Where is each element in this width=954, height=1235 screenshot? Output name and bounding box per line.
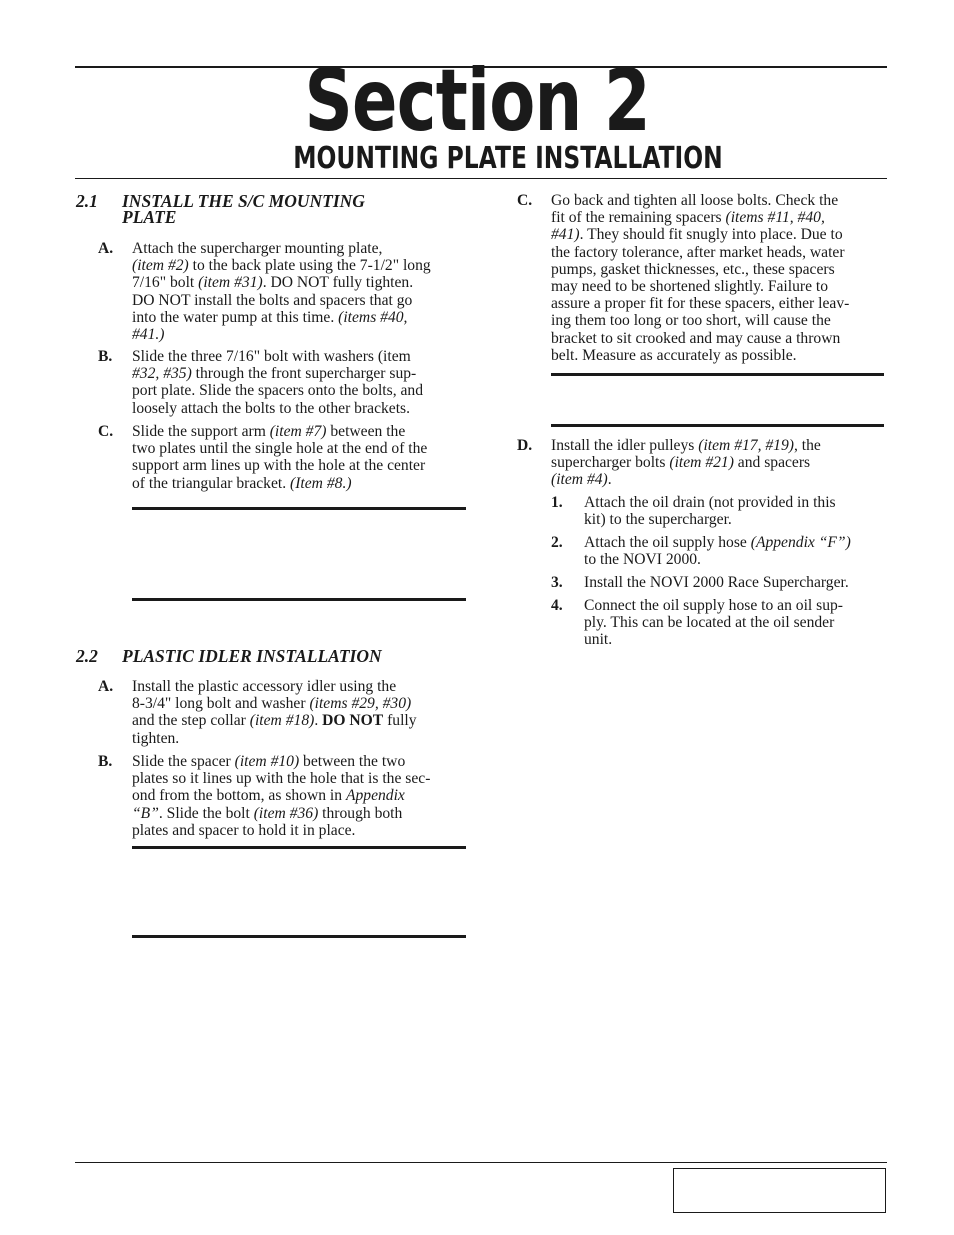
text-line: Slide the spacer (item #10) between the two: [132, 753, 406, 770]
text-line: Go back and tighten all loose bolts. Check the: [551, 192, 839, 209]
text-line: (item #2) to the back plate using the 7-1/2" long: [132, 257, 431, 275]
text-line: belt. Measure as accurately as possible.: [551, 346, 797, 364]
text-line: tighten.: [132, 729, 180, 747]
step-label: 1.: [551, 494, 563, 511]
text-line: Slide the three 7/16" bolt with washers (item: [132, 348, 411, 365]
section-subtitle: MOUNTING PLATE INSTALLATION: [293, 141, 723, 176]
text-line: Install the plastic accessory idler using the: [132, 678, 397, 695]
text-line: Attach the supercharger mounting plate,: [132, 240, 383, 257]
text-line: 8-3/4" long bolt and washer (items #29, #30): [132, 695, 412, 713]
text-line: Connect the oil supply hose to an oil sup-: [584, 597, 844, 614]
text-line: Install the NOVI 2000 Race Supercharger.: [584, 574, 849, 591]
text-line: Attach the oil supply hose (Appendix “F”): [584, 534, 851, 551]
note-rule-bottom: [132, 935, 466, 938]
step-label: A.: [98, 240, 114, 257]
text-line: ond from the bottom, as shown in Appendix: [132, 787, 405, 805]
section-title: Section 2: [304, 51, 650, 151]
step-label: C.: [517, 192, 533, 209]
step-label: A.: [98, 678, 114, 695]
text-line: two plates until the single hole at the end of the: [132, 440, 428, 458]
section-number: 2.1: [76, 191, 98, 211]
text-line: of the triangular bracket. (Item #8.): [132, 474, 352, 492]
text-line: Install the idler pulleys (item #17, #19), the: [551, 437, 821, 454]
section-number: 2.2: [76, 646, 98, 666]
text-line: the factory tolerance, after market heads, water: [551, 243, 845, 261]
subtitle-rule: [75, 178, 887, 179]
text-line: port plate. Slide the spacers onto the bolts, and: [132, 382, 424, 400]
text-line: kit) to the supercharger.: [584, 511, 732, 529]
section-title-line-2: PLATE: [122, 207, 177, 227]
note-rule-top: [132, 507, 466, 510]
note-rule-top: [551, 373, 884, 376]
section-title-line-1: INSTALL THE S/C MOUNTING: [122, 191, 365, 211]
text-line: unit.: [584, 631, 613, 649]
text-line: and the step collar (item #18). DO NOT fully: [132, 712, 417, 730]
text-line: ing them too long or too short, will cause the: [551, 312, 831, 330]
text-line: bracket to sit crooked and may cause a thrown: [551, 329, 841, 347]
text-line: pumps, gasket thicknesses, etc., these spacers: [551, 260, 835, 278]
text-line: supercharger bolts (item #21) and spacers: [551, 454, 811, 472]
text-line: may need to be shortened slightly. Failure to: [551, 278, 829, 296]
text-line: 7/16" bolt (item #31). DO NOT fully tighten.: [132, 274, 414, 292]
step-label: C.: [98, 423, 114, 440]
text-line: to the NOVI 2000.: [584, 551, 701, 569]
step-label: 4.: [551, 597, 563, 614]
text-line: support arm lines up with the hole at the center: [132, 457, 426, 475]
step-label: D.: [517, 437, 533, 454]
step-label: B.: [98, 753, 113, 770]
section-title: PLASTIC IDLER INSTALLATION: [122, 646, 382, 666]
step-label: 3.: [551, 574, 563, 591]
note-rule-bottom: [132, 598, 466, 601]
text-line: Slide the support arm (item #7) between the: [132, 423, 406, 440]
text-line: plates and spacer to hold it in place.: [132, 821, 356, 839]
step-label: 2.: [551, 534, 563, 551]
text-line: #41.): [132, 326, 165, 344]
step-label: B.: [98, 348, 113, 365]
text-line: #41). They should fit snugly into place. Due to: [551, 226, 843, 244]
text-line: (item #4).: [551, 471, 612, 489]
footer-rule: [75, 1162, 887, 1163]
text-line: DO NOT install the bolts and spacers that go: [132, 291, 413, 309]
text-line: “B”. Slide the bolt (item #36) through both: [132, 804, 403, 822]
note-rule-bottom: [551, 424, 884, 427]
text-line: #32, #35) through the front supercharger sup-: [132, 365, 417, 383]
text-line: into the water pump at this time. (items #40,: [132, 308, 408, 326]
page-number-box: [673, 1168, 886, 1213]
text-line: fit of the remaining spacers (items #11, #40,: [551, 209, 825, 227]
text-line: loosely attach the bolts to the other brackets.: [132, 399, 411, 417]
note-rule-top: [132, 846, 466, 849]
text-line: assure a proper fit for these spacers, either leav-: [551, 295, 850, 313]
text-line: ply. This can be located at the oil sender: [584, 614, 835, 632]
text-line: plates so it lines up with the hole that is the sec-: [132, 770, 431, 788]
text-line: Attach the oil drain (not provided in this: [584, 494, 836, 511]
